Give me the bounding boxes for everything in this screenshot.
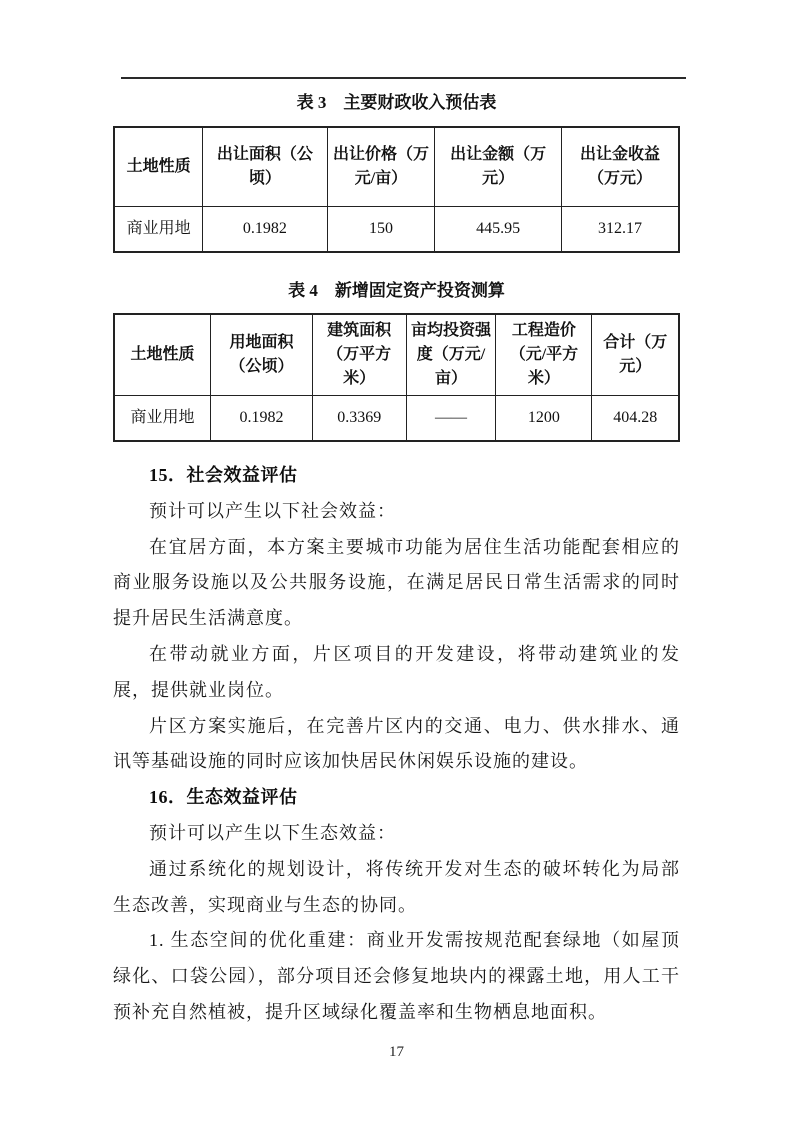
table4-cell-land-area: 0.1982 (211, 396, 313, 442)
section-16-paragraph: 预计可以产生以下生态效益： (149, 822, 396, 843)
section-15-paragraph: 在带动就业方面，片区项目的开发建设，将带动建筑业的发展，提供就业岗位。 (113, 643, 680, 700)
section-15-paragraph: 在宜居方面，本方案主要城市功能为居住生活功能配套相应的商业服务设施以及公共服务设施，在满足居民日常生活需求的同时提升居民生活满意度。 (113, 536, 680, 629)
table4-caption: 表 4 新增固定资产投资测算 (288, 281, 505, 300)
body-text (113, 458, 680, 1031)
table3-cell-transfer-income: 312.17 (561, 207, 679, 253)
table4-cell-construction-cost: 1200 (496, 396, 592, 442)
table4-header-row (114, 314, 679, 396)
page-header-rule (121, 77, 686, 79)
table-fiscal-revenue-estimate (113, 126, 680, 253)
table3-header-transfer-amount: 出让金额（万元） (435, 127, 562, 207)
table3-header-transfer-income: 出让金收益（万元） (561, 127, 679, 207)
table3-cell-transfer-area: 0.1982 (203, 207, 327, 253)
table3-data-row (114, 207, 679, 253)
page-number: 17 (389, 1044, 404, 1060)
table4-cell-land-type: 商业用地 (114, 396, 211, 442)
table4-header-land-area: 用地面积（公顷） (211, 314, 313, 396)
table3-header-land-type: 土地性质 (114, 127, 203, 207)
table3-cell-land-type: 商业用地 (114, 207, 203, 253)
section-16-paragraph: 通过系统化的规划设计，将传统开发对生态的破坏转化为局部生态改善，实现商业与生态的协同。 (113, 858, 680, 915)
section-15-heading: 15．社会效益评估 (149, 465, 298, 485)
table4-data-row (114, 396, 679, 442)
table4-cell-total: 404.28 (592, 396, 679, 442)
table4-header-total: 合计（万元） (592, 314, 679, 396)
table3-header-transfer-price: 出让价格（万元/亩） (327, 127, 435, 207)
table4-cell-building-area: 0.3369 (312, 396, 406, 442)
table4-header-building-area: 建筑面积（万平方米） (312, 314, 406, 396)
section-16-paragraph: 1. 生态空间的优化重建：商业开发需按规范配套绿地（如屋顶绿化、口袋公园），部分项目还会修复地块内的裸露土地，用人工干预补充自然植被，提升区域绿化覆盖率和生物栖息地面积。 (113, 930, 680, 1022)
table4-cell-investment-intensity: —— (406, 396, 496, 442)
table3-header-transfer-area: 出让面积（公顷） (203, 127, 327, 207)
table-fixed-asset-investment (113, 313, 680, 442)
table3-header-row (114, 127, 679, 207)
section-15-paragraph: 预计可以产生以下社会效益： (149, 500, 396, 521)
table3-caption: 表 3 主要财政收入预估表 (296, 93, 497, 112)
table4-header-investment-intensity: 亩均投资强度（万元/亩） (406, 314, 496, 396)
table3-cell-transfer-amount: 445.95 (435, 207, 562, 253)
section-15-paragraph: 片区方案实施后，在完善片区内的交通、电力、供水排水、通讯等基础设施的同时应该加快居民休闲娱乐设施的建设。 (113, 715, 680, 772)
table4-header-construction-cost: 工程造价（元/平方米） (496, 314, 592, 396)
page-content (113, 90, 680, 1031)
table3-cell-transfer-price: 150 (327, 207, 435, 253)
section-16-heading: 16．生态效益评估 (149, 787, 298, 808)
table4-header-land-type: 土地性质 (114, 314, 211, 396)
